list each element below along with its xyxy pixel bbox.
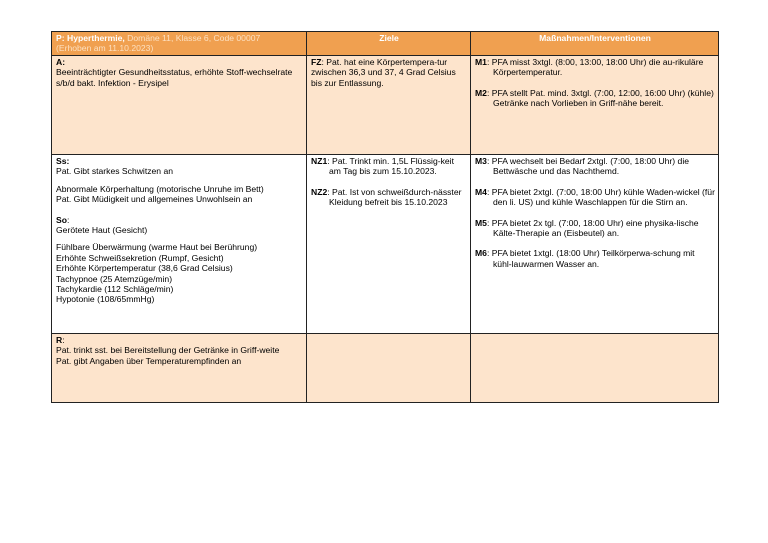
problem-header-cell <box>52 32 307 56</box>
row-assessment <box>52 56 719 155</box>
m2-text: : PFA stellt Pat. mind. 3xtgl. (7:00, 12:00, 16:00 Uhr) (kühle) Getränke nach Vorlieben in Griff-nähe bereit. <box>486 87 714 109</box>
nz2-label: NZ2 <box>311 186 328 197</box>
m3-text: : PFA wechselt bei Bedarf 2xtgl. (7:00, 18:00 Uhr) die Bettwäsche und das Nachthemd. <box>486 156 690 177</box>
m3-label: M3 <box>475 156 487 166</box>
so-line: Gerötete Haut (Gesicht) <box>56 225 148 236</box>
so-colon: : <box>66 214 70 225</box>
m5-label: M5 <box>475 217 487 228</box>
ss-line: Abnormale Körperhaltung (motorische Unruhe im Bett) <box>56 183 264 194</box>
ss-label: Ss: <box>56 156 70 166</box>
problem-label: P: Hyperthermie, <box>56 33 125 43</box>
so-label: So <box>56 214 67 225</box>
empty-measures-cell <box>471 334 719 403</box>
m6-label: M6 <box>475 248 487 259</box>
symptoms-cell <box>52 155 307 334</box>
so-line: Tachykardie (112 Schläge/min) <box>56 284 174 295</box>
assessment-cell <box>52 56 307 155</box>
r-line: Pat. gibt Angaben über Temperaturempfinden an <box>56 355 242 366</box>
header-row <box>52 32 719 56</box>
nz1-text: : Pat. Trinkt min. 1,5L Flüssig-keit am Tag bis zum 15.10.2023. <box>327 156 454 177</box>
so-line: Fühlbare Überwärmung (warme Haut bei Berührung) <box>56 242 258 253</box>
nz1-label: NZ1 <box>311 156 328 166</box>
problem-date: (Erhoben am 11.10.2023) <box>56 43 154 54</box>
ss-line: Pat. Gibt starkes Schwitzen an <box>56 166 174 177</box>
so-line: Hypotonie (108/65mmHg) <box>56 294 155 305</box>
fz-cell <box>307 56 471 155</box>
nz-cell <box>307 155 471 334</box>
row-resources <box>52 334 719 403</box>
a-line-2: s/b/d bakt. Infektion - Erysipel <box>56 77 169 88</box>
empty-goals-cell <box>307 334 471 403</box>
measures-cell-2 <box>471 155 719 334</box>
fz-label: FZ <box>311 57 322 67</box>
m4-label: M4 <box>475 186 487 197</box>
resources-cell <box>52 334 307 403</box>
ss-line: Pat. Gibt Müdigkeit und allgemeines Unwohlsein an <box>56 194 253 205</box>
so-line: Erhöhte Körpertemperatur (38,6 Grad Celsius) <box>56 263 233 274</box>
m1-label: M1 <box>475 57 487 67</box>
a-label: A: <box>56 57 66 67</box>
m4-text: : PFA bietet 2xtgl. (7:00, 18:00 Uhr) kühle Waden-wickel (für den li. US) und kühle Waschlappen für die Stirn an. <box>486 186 715 208</box>
measures-cell-1 <box>471 56 719 155</box>
so-line: Tachypnoe (25 Atemzüge/min) <box>56 273 173 284</box>
care-plan-table <box>51 31 719 403</box>
measures-header: Maßnahmen/Interventionen <box>471 32 719 56</box>
problem-detail: Domäne 11, Klasse 6, Code 00007 <box>124 33 261 43</box>
r-label: R <box>56 335 63 345</box>
r-colon: : <box>62 335 65 345</box>
m2-label: M2 <box>475 87 487 98</box>
m6-text: : PFA bietet 1xtgl. (18:00 Uhr) Teilkörperwa-schung mit kühl-lauwarmen Wasser an. <box>486 248 695 269</box>
m5-text: : PFA bietet 2x tgl. (7:00, 18:00 Uhr) eine physika-lische Kälte-Therapie an (Eisbeutel) an. <box>486 217 699 239</box>
so-line: Erhöhte Schweißsekretion (Rumpf, Gesicht) <box>56 252 224 263</box>
fz-text: : Pat. hat eine Körpertempera-tur zwischen 36,3 und 37, 4 Grad Celsius bis zur Entlassung. <box>311 57 456 88</box>
a-line-1: Beeinträchtigter Gesundheitsstatus, erhöhte Stoff-wechselrate <box>56 67 293 78</box>
m1-text: : PFA misst 3xtgl. (8:00, 13:00, 18:00 Uhr) die au-rikuläre Körpertemperatur. <box>486 57 704 78</box>
goals-header: Ziele <box>307 32 471 56</box>
nz2-text: : Pat. Ist von schweißdurch-nässter Kleidung befreit bis 15.10.2023 <box>327 186 462 208</box>
r-line: Pat. trinkt sst. bei Bereitstellung der Getränke in Griff-weite <box>56 345 280 356</box>
row-symptoms <box>52 155 719 334</box>
